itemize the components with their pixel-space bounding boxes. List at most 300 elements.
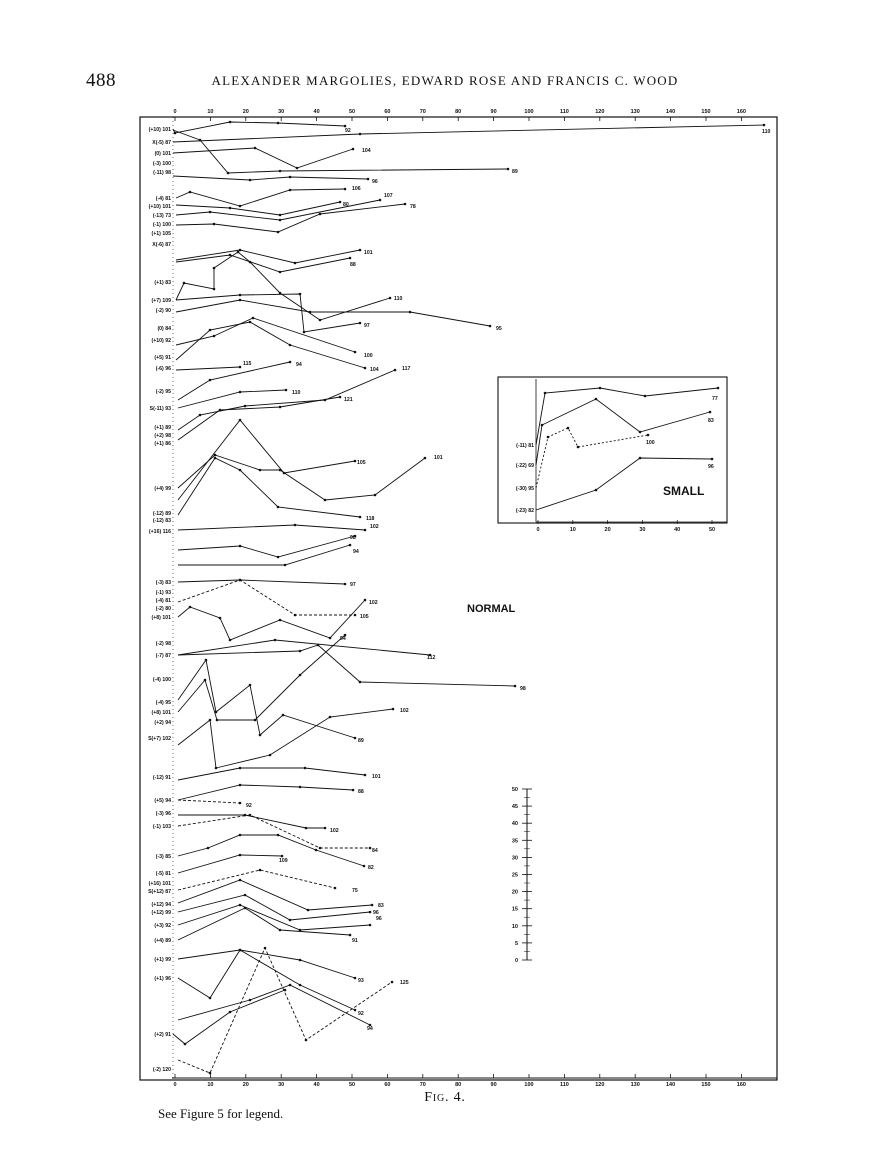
inset-tick-label: 0 <box>536 527 540 533</box>
curve-end-label: 94 <box>340 636 346 642</box>
curve-point <box>239 834 242 837</box>
curve-point <box>319 847 322 850</box>
top-tick-label: 120 <box>595 109 605 115</box>
inset-curve-point <box>595 489 598 492</box>
curve-point <box>352 789 355 792</box>
curve-point <box>209 719 212 722</box>
curve-point <box>184 1043 187 1046</box>
top-tick-label: 70 <box>419 109 426 115</box>
curve-trace <box>176 252 390 320</box>
inset-tick-label: 50 <box>708 527 716 533</box>
curve-point <box>404 203 407 206</box>
curve-end-label: 91 <box>352 938 358 944</box>
curve-end-label: 102 <box>330 828 339 834</box>
curve-point <box>239 949 242 952</box>
inset-curve-point <box>547 436 550 439</box>
curve-point <box>249 321 252 324</box>
curve-point <box>349 544 352 547</box>
scale-bar <box>512 787 532 964</box>
curve-point <box>354 614 357 617</box>
inset-curve-point <box>717 387 720 390</box>
curve-point <box>279 619 282 622</box>
row-label: (-4) 81 <box>155 598 171 604</box>
curve-end-label: 110 <box>762 129 771 135</box>
curve-point <box>269 754 272 757</box>
top-tick-label: 50 <box>348 109 356 115</box>
row-label: S(-11) 93 <box>149 406 171 412</box>
row-label: (-13) 73 <box>152 213 171 219</box>
curve-point <box>209 1072 212 1075</box>
curve-point <box>259 734 262 737</box>
curve-trace <box>178 580 345 584</box>
bottom-tick-label: 120 <box>595 1082 605 1088</box>
curve-point <box>304 767 307 770</box>
curve-point <box>282 714 285 717</box>
inset-tick-label: 40 <box>674 527 681 533</box>
curve-end-label: 101 <box>364 250 373 256</box>
curve-point <box>279 929 282 932</box>
top-tick-label: 60 <box>384 109 391 115</box>
curve-point <box>369 847 372 850</box>
bottom-axis-ticks <box>173 1074 746 1088</box>
bottom-tick-label: 80 <box>455 1082 462 1088</box>
curve-point <box>289 344 292 347</box>
row-label: (-4) 100 <box>152 677 171 683</box>
curve-point <box>349 934 352 937</box>
curve-point <box>213 335 216 338</box>
curve-end-label: 109 <box>279 858 288 864</box>
curve-point <box>392 708 395 711</box>
curve-end-label: 75 <box>352 888 358 894</box>
row-label: (-12) 91 <box>152 775 171 781</box>
row-label: (+2) 91 <box>154 1032 171 1038</box>
row-label: X(-5) 87 <box>152 140 171 146</box>
row-label: (+8) 101 <box>151 710 171 716</box>
curve-point <box>239 854 242 857</box>
row-label: (+1) 96 <box>154 976 171 982</box>
figure-caption: See Figure 5 for legend. <box>158 1106 284 1121</box>
curve-trace <box>173 125 764 142</box>
curve-point <box>239 802 242 805</box>
curve-point <box>219 409 222 412</box>
curve-point <box>239 784 242 787</box>
row-label: S(+12) 87 <box>148 889 171 895</box>
curve-trace <box>178 455 425 500</box>
curve-point <box>239 205 242 208</box>
curve-end-label: 106 <box>352 186 361 192</box>
curve-point <box>239 579 242 582</box>
curve-trace <box>178 908 350 940</box>
curve-end-label: 112 <box>427 655 436 661</box>
curve-point <box>359 249 362 252</box>
curve-end-label: 94 <box>353 549 359 555</box>
curve-point <box>354 1009 357 1012</box>
inset-curve-point <box>541 424 544 427</box>
row-label: (+8) 101 <box>151 615 171 621</box>
running-head: ALEXANDER MARGOLIES, EDWARD ROSE AND FRANCIS C. WOOD <box>211 73 679 88</box>
row-label: (+1) 89 <box>154 425 171 431</box>
curve-trace <box>178 800 240 803</box>
curve-end-label: 96 <box>372 179 378 185</box>
curve-point <box>367 178 370 181</box>
curve-point <box>284 989 287 992</box>
row-label: (+12) 99 <box>151 910 171 916</box>
top-tick-label: 40 <box>313 109 320 115</box>
curve-point <box>244 405 247 408</box>
curve-point <box>209 329 212 332</box>
row-label: (-4) 81 <box>155 196 171 202</box>
curve-point <box>277 556 280 559</box>
inset-curve-point <box>639 431 642 434</box>
top-tick-label: 10 <box>207 109 214 115</box>
bottom-tick-label: 90 <box>490 1082 497 1088</box>
row-label: (+2) 94 <box>154 720 171 726</box>
curve-end-label: 88 <box>350 262 356 268</box>
curve-point <box>244 894 247 897</box>
curve-point <box>763 124 766 127</box>
curve-point <box>359 133 362 136</box>
curve-trace <box>178 950 355 978</box>
curve-end-label: 105 <box>360 614 369 620</box>
curve-point <box>277 506 280 509</box>
curve-point <box>229 121 232 124</box>
top-tick-label: 30 <box>278 109 285 115</box>
curve-trace <box>178 645 515 686</box>
row-label: (+2) 98 <box>154 433 171 439</box>
curve-point <box>213 267 216 270</box>
curve-point <box>209 997 212 1000</box>
row-label: (-12) 89 <box>152 511 171 517</box>
curve-end-label: 88 <box>358 789 364 795</box>
curve-point <box>244 907 247 910</box>
curve-point <box>279 271 282 274</box>
curve-point <box>299 959 302 962</box>
inset-curve-point <box>577 446 580 449</box>
curve-point <box>299 929 302 932</box>
curve-point <box>219 617 222 620</box>
curve-trace <box>178 635 345 720</box>
curve-point <box>279 214 282 217</box>
curve-point <box>239 419 242 422</box>
row-label: (+16) 116 <box>148 529 171 535</box>
curve-point <box>289 176 292 179</box>
inset-curve-point <box>639 457 642 460</box>
row-label: (+3) 92 <box>154 923 171 929</box>
curve-point <box>299 984 302 987</box>
row-label: (-2) 90 <box>155 308 171 314</box>
curve-point <box>349 257 352 260</box>
inset-row-label: (-23) 82 <box>515 508 534 514</box>
curve-end-label: 92 <box>345 128 351 134</box>
curve-end-label: 96 <box>376 916 382 922</box>
row-label: S(+7) 102 <box>148 736 171 742</box>
row-label: (-1) 103 <box>152 824 171 830</box>
curve-point <box>252 317 255 320</box>
curve-point <box>514 685 517 688</box>
curve-trace <box>178 536 355 557</box>
scale-bar-ticks <box>512 787 532 964</box>
curve-point <box>277 122 280 125</box>
curve-point <box>239 904 242 907</box>
row-label: (+1) 99 <box>154 957 171 963</box>
curve-trace <box>178 640 430 655</box>
curve-trace <box>178 835 364 866</box>
row-label: (-1) 93 <box>155 590 171 596</box>
curve-point <box>279 219 282 222</box>
row-label: (-11) 98 <box>153 170 171 176</box>
curve-trace <box>178 600 365 640</box>
top-tick-label: 80 <box>455 109 462 115</box>
bottom-tick-label: 30 <box>278 1082 285 1088</box>
curve-point <box>352 148 355 151</box>
inset-curve-point <box>711 458 714 461</box>
curve-point <box>371 904 374 907</box>
curve-point <box>344 583 347 586</box>
curve-point <box>363 865 366 868</box>
bottom-tick-label: 20 <box>242 1082 249 1088</box>
curve-trace <box>178 950 355 1010</box>
curve-point <box>229 254 232 257</box>
curve-end-label: 115 <box>243 361 252 367</box>
row-label: (+7) 109 <box>151 298 171 304</box>
curve-point <box>379 199 382 202</box>
curve-trace <box>173 176 368 180</box>
curve-point <box>239 469 242 472</box>
curve-point <box>354 977 357 980</box>
curve-point <box>249 261 252 264</box>
curve-point <box>424 457 427 460</box>
curve-end-label: 121 <box>344 397 353 403</box>
curve-end-label: 92 <box>246 803 252 809</box>
top-tick-label: 160 <box>736 109 746 115</box>
curve-trace <box>178 525 365 530</box>
curve-trace <box>178 397 340 440</box>
traces <box>173 121 770 1075</box>
curve-point <box>249 179 252 182</box>
curve-point <box>296 167 299 170</box>
curve-point <box>305 1039 308 1042</box>
row-label: (-3) 100 <box>152 161 171 167</box>
curve-end-label: 110 <box>292 390 301 396</box>
curve-end-label: 80 <box>343 202 349 208</box>
bottom-tick-label: 100 <box>524 1082 534 1088</box>
curve-point <box>213 223 216 226</box>
scale-tick-label: 25 <box>511 872 518 879</box>
top-tick-label: 130 <box>630 109 640 115</box>
curve-end-label: 94 <box>296 362 302 368</box>
row-label: (-2) 98 <box>155 641 171 647</box>
row-label: (-4) 95 <box>155 700 171 706</box>
curve-end-label: 100 <box>364 353 373 359</box>
curve-point <box>319 213 322 216</box>
curve-point <box>285 389 288 392</box>
main-frame <box>140 117 777 1080</box>
curve-point <box>279 170 282 173</box>
curve-point <box>189 191 192 194</box>
top-tick-label: 110 <box>559 109 569 115</box>
curve-point <box>489 325 492 328</box>
curve-end-label: 98 <box>520 686 526 692</box>
scale-tick-label: 0 <box>514 958 518 964</box>
curve-point <box>303 331 306 334</box>
row-label: (+10) 101 <box>148 204 171 210</box>
scale-tick-label: 20 <box>511 889 518 896</box>
curve-point <box>309 311 312 314</box>
scale-tick-label: 10 <box>511 923 518 930</box>
curve-point <box>189 606 192 609</box>
curve-point <box>279 406 282 409</box>
curve-end-label: 89 <box>512 169 518 175</box>
curve-point <box>214 457 217 460</box>
curve-end-label: 118 <box>366 516 375 522</box>
inset-tick-label: 30 <box>639 527 646 533</box>
curve-point <box>354 737 357 740</box>
normal-panel-label: NORMAL <box>467 603 516 615</box>
row-label: (-3) 96 <box>155 811 171 817</box>
curve-trace <box>178 985 370 1025</box>
curve-point <box>299 293 302 296</box>
curve-point <box>274 639 277 642</box>
row-label: (-12) 83 <box>152 518 171 524</box>
curve-point <box>209 211 212 214</box>
row-label: (-3) 85 <box>155 854 171 860</box>
curve-point <box>354 460 357 463</box>
curve-point <box>359 322 362 325</box>
curve-end-label: 110 <box>394 296 403 302</box>
curve-point <box>317 644 320 647</box>
curve-point <box>364 529 367 532</box>
small-panel-label: SMALL <box>663 484 705 498</box>
curve-point <box>389 297 392 300</box>
curve-trace <box>173 122 345 133</box>
inset-tick-label: 10 <box>569 527 576 533</box>
row-label: (-5) 81 <box>155 871 171 877</box>
curve-point <box>239 545 242 548</box>
curve-end-label: 125 <box>400 980 409 986</box>
curve-trace <box>178 855 282 873</box>
scale-tick-label: 5 <box>514 940 518 947</box>
curve-point <box>264 947 267 950</box>
curve-end-label: 105 <box>357 460 366 466</box>
curve-point <box>174 132 177 135</box>
curve-trace <box>178 390 286 408</box>
curve-point <box>305 827 308 830</box>
curve-point <box>254 147 257 150</box>
curve-point <box>213 288 216 291</box>
bottom-tick-label: 60 <box>384 1082 391 1088</box>
curve-point <box>239 299 242 302</box>
curve-end-label: 102 <box>370 524 379 530</box>
bottom-tick-label: 10 <box>207 1082 214 1088</box>
curve-point <box>329 637 332 640</box>
curve-trace <box>176 294 360 332</box>
curve-end-label: 104 <box>370 367 379 373</box>
scale-tick-label: 40 <box>511 821 518 828</box>
scale-tick-label: 50 <box>511 787 518 793</box>
bottom-tick-label: 50 <box>348 1082 356 1088</box>
inset-curve-end-label: 100 <box>646 440 655 446</box>
row-label: (0) 101 <box>154 151 171 157</box>
scale-tick-label: 35 <box>511 838 518 845</box>
curve-point <box>204 679 207 682</box>
curve-end-label: 84 <box>372 848 378 854</box>
curve-end-label: 97 <box>364 323 370 329</box>
top-tick-label: 20 <box>242 109 249 115</box>
curve-point <box>354 351 357 354</box>
curve-end-label: 117 <box>402 366 411 372</box>
curve-end-label: 97 <box>350 582 356 588</box>
curve-point <box>239 391 242 394</box>
curve-end-label: 101 <box>434 455 443 461</box>
inset-tick-label: 20 <box>604 527 611 533</box>
curve-trace <box>176 300 490 326</box>
curve-point <box>507 168 510 171</box>
top-tick-label: 150 <box>701 109 711 115</box>
curve-end-label: 107 <box>384 193 393 199</box>
curve-trace <box>178 420 355 500</box>
row-label: (+5) 94 <box>154 798 171 804</box>
inset-curve-point <box>544 392 547 395</box>
row-label: (+10) 92 <box>151 338 171 344</box>
row-label: X(-6) 87 <box>152 242 171 248</box>
curve-trace <box>178 815 370 848</box>
inset-frame <box>498 377 727 523</box>
row-label: (+12) 94 <box>151 902 171 908</box>
curve-point <box>283 472 286 475</box>
curve-point <box>339 396 342 399</box>
inset-curve-point <box>647 434 650 437</box>
curve-point <box>239 249 242 252</box>
row-label: (+5) 91 <box>154 355 171 361</box>
curve-point <box>207 847 210 850</box>
inset-curve-point <box>709 411 712 414</box>
curve-point <box>216 719 219 722</box>
curve-point <box>284 564 287 567</box>
curve-point <box>364 774 367 777</box>
curve-point <box>237 251 240 254</box>
inset-curve-end-label: 83 <box>708 418 714 424</box>
row-label: (+4) 89 <box>154 938 171 944</box>
inset-row-label: (-30) 95 <box>515 486 534 492</box>
curve-point <box>229 1011 232 1014</box>
figure-label: Fig. 4. <box>424 1090 466 1105</box>
curve-point <box>289 361 292 364</box>
curve-point <box>334 887 337 890</box>
scale-tick-label: 15 <box>511 906 518 913</box>
inset-curve-point <box>595 398 598 401</box>
curve-end-label: 101 <box>372 774 381 780</box>
curve-point <box>324 827 327 830</box>
curve-point <box>249 999 252 1002</box>
curve-point <box>294 614 297 617</box>
scale-tick-label: 30 <box>511 855 518 862</box>
curve-point <box>259 869 262 872</box>
row-label: (+4) 99 <box>154 486 171 492</box>
curve-point <box>205 659 208 662</box>
curve-point <box>374 494 377 497</box>
curve-point <box>339 201 342 204</box>
curve-point <box>239 294 242 297</box>
curve-point <box>259 469 262 472</box>
row-label: (+1) 86 <box>154 441 171 447</box>
top-tick-label: 0 <box>173 109 177 115</box>
curve-trace <box>173 130 508 173</box>
curve-point <box>329 716 332 719</box>
curve-point <box>239 366 242 369</box>
curve-trace <box>176 322 365 368</box>
curve-end-label: 78 <box>410 204 416 210</box>
curve-point <box>289 189 292 192</box>
